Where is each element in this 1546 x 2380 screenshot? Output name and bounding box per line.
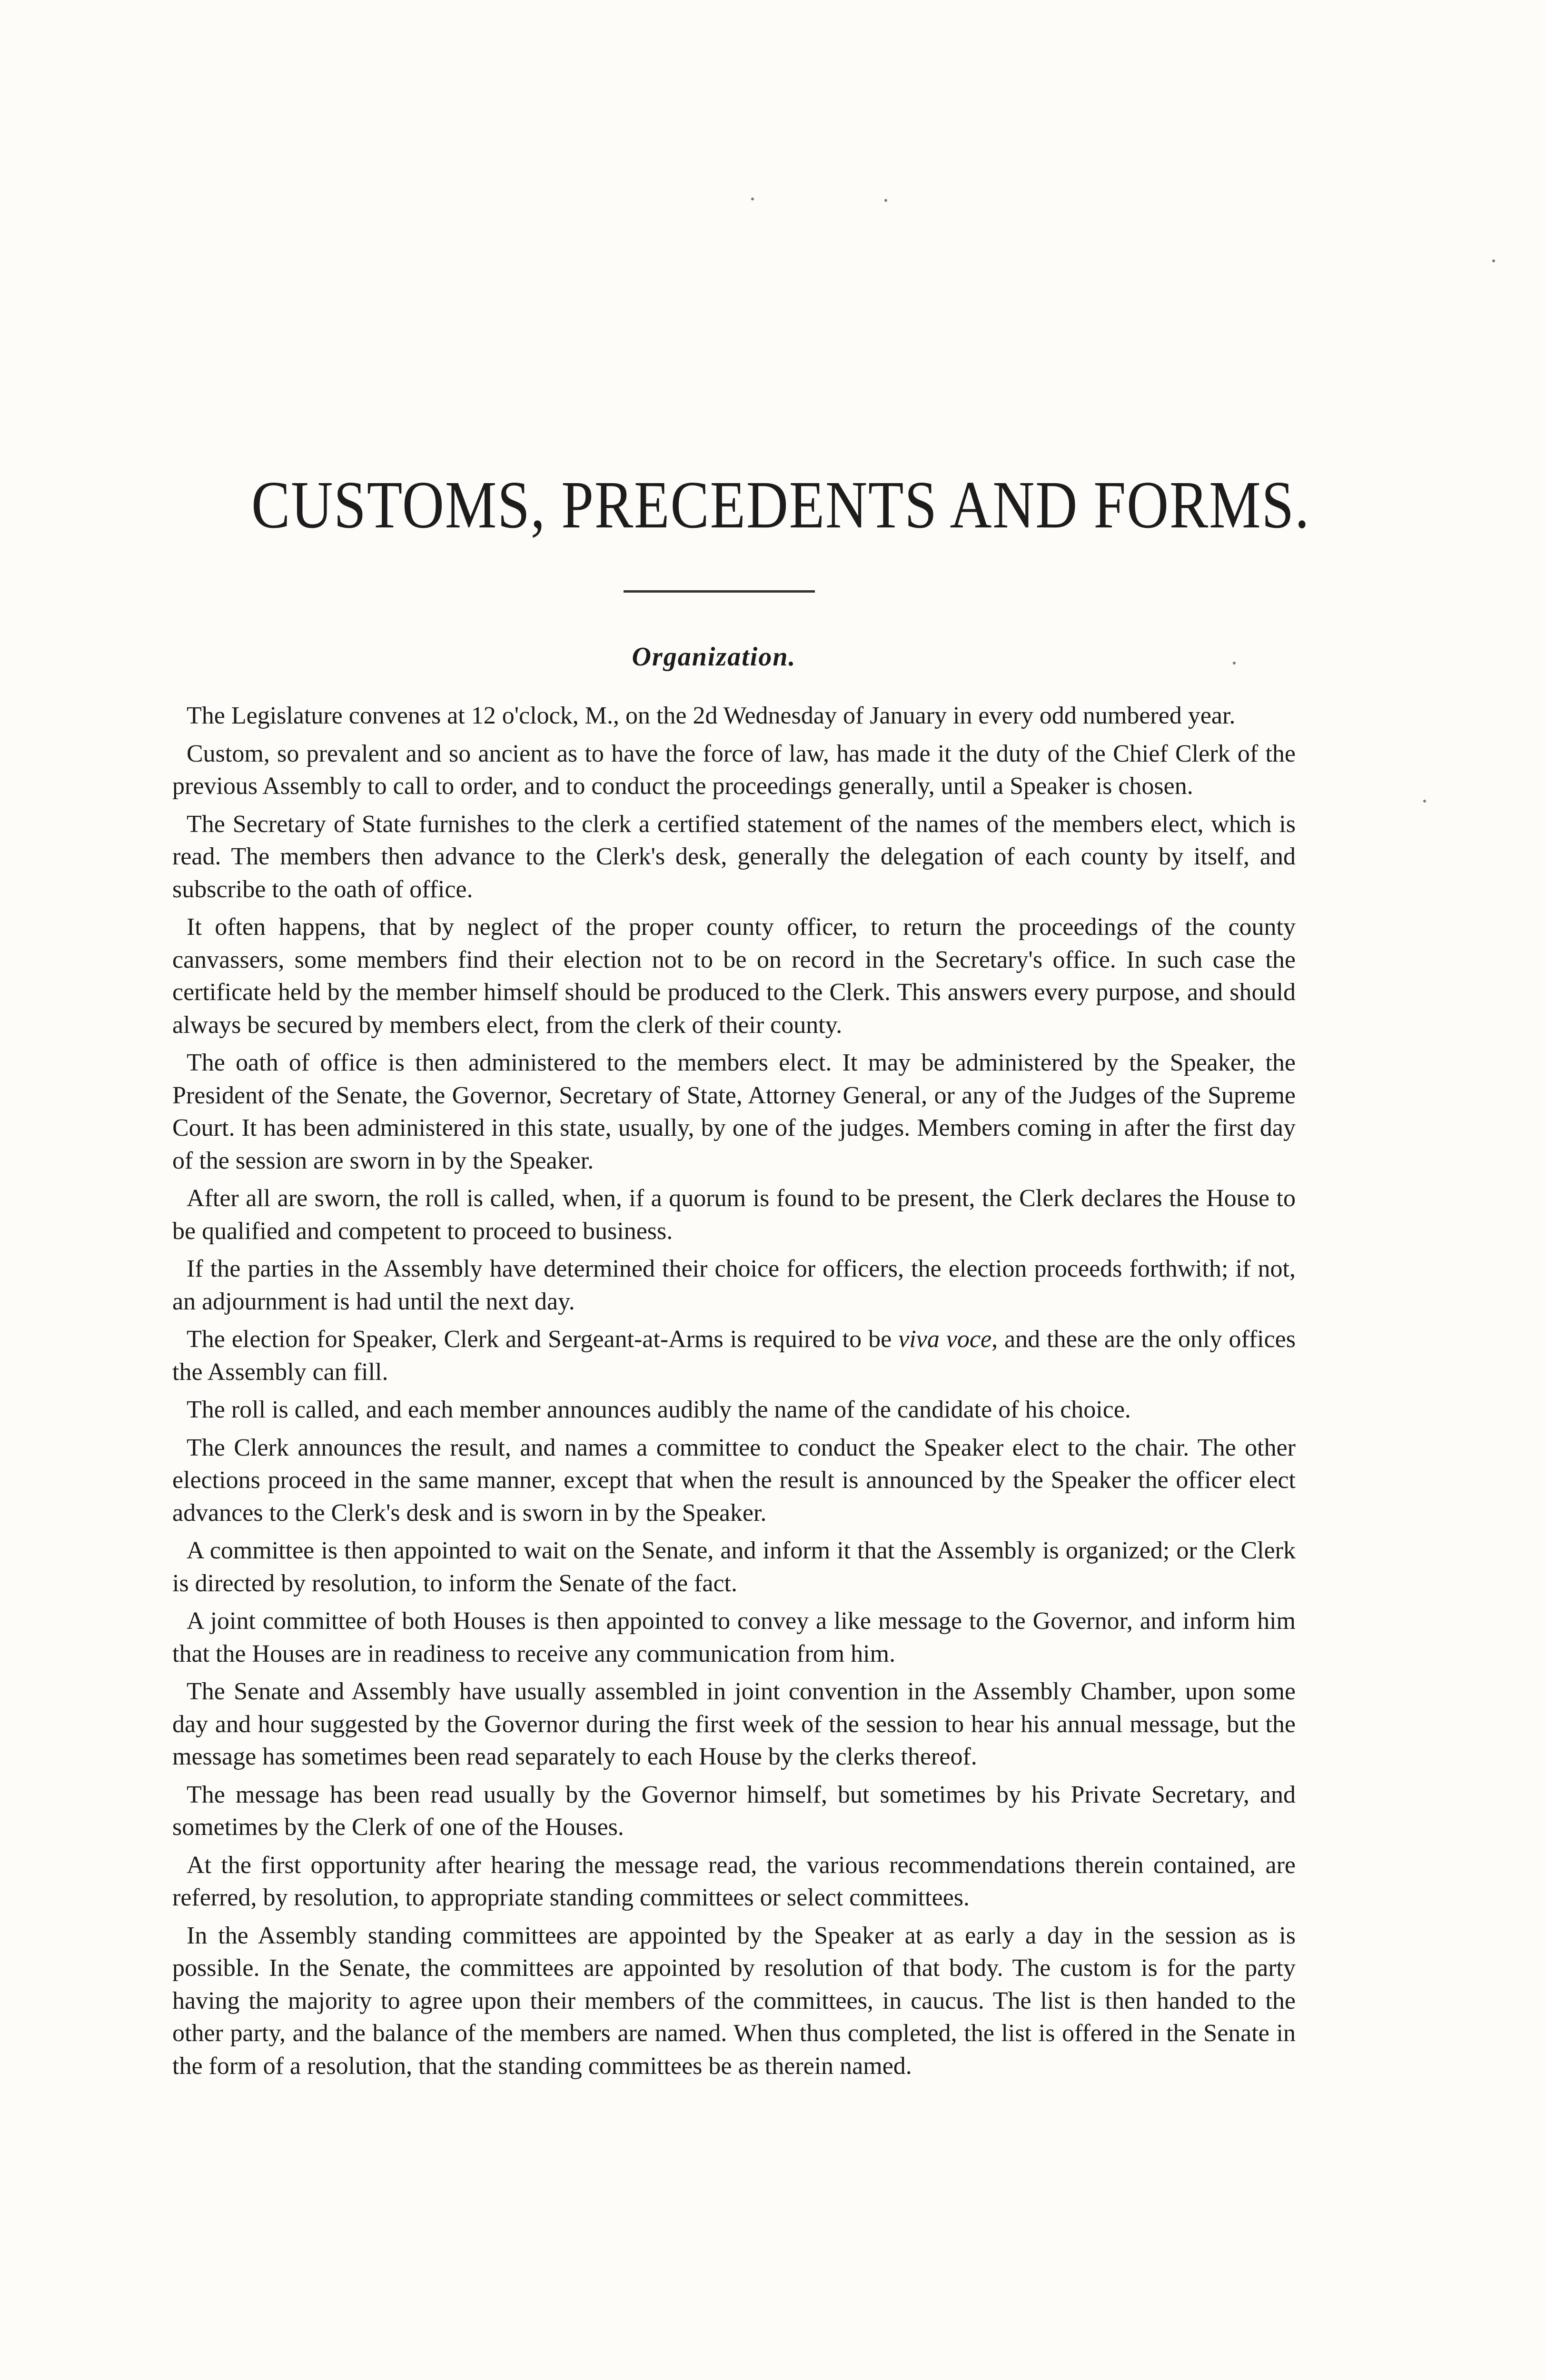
emphasis-text: viva voce — [898, 1326, 992, 1353]
page-title: CUSTOMS, PRECEDENTS AND FORMS. — [251, 467, 1310, 542]
paragraph: The message has been read usually by the Governor himself, but sometimes by his Private Secretary, and sometimes by the Clerk of one of the Houses. — [172, 1781, 1296, 1841]
paragraph: The Legislature convenes at 12 o'clock, M., on the 2d Wednesday of January in every odd numbered year. — [187, 702, 1236, 729]
print-speck — [1233, 662, 1236, 664]
paragraph: The election for Speaker, Clerk and Sergeant-at-Arms is required to be viva voce, and these are the only offices the Assembly can fill. — [172, 1326, 1296, 1386]
paragraph: If the parties in the Assembly have determined their choice for officers, the election proceeds forthwith; if not, an adjournment is had until the next day. — [172, 1255, 1296, 1315]
paragraph: The Clerk announces the result, and names a committee to conduct the Speaker elect to the chair. The other elections proceed in the same manner, except that when the result is announced by the Speaker the officer elect advances to the Clerk's desk and is sworn in by the Speaker. — [172, 1434, 1296, 1527]
paragraph: The roll is called, and each member announces audibly the name of the candidate of his choice. — [187, 1396, 1131, 1423]
print-speck — [751, 198, 754, 200]
paragraph: After all are sworn, the roll is called, when, if a quorum is found to be present, the Clerk declares the House to be qualified and competent to proceed to business. — [172, 1185, 1296, 1245]
title-divider — [624, 590, 815, 593]
print-speck — [884, 199, 887, 202]
print-speck — [1492, 259, 1495, 262]
paragraph: In the Assembly standing committees are appointed by the Speaker at as early a day in the session as is possible. In the Senate, the committees are appointed by resolution of that body. The custom is for the party having the majority to agree upon their members of the committees, in caucus. The list is then handed to the other party, and the balance of the members are named. When thus completed, the list is offered in the Senate in the form of a resolution, that the standing committees be as therein named. — [172, 1922, 1296, 2080]
section-heading: Organization. — [632, 642, 796, 672]
paragraph: A joint committee of both Houses is then appointed to convey a like message to the Governor, and inform him that the Houses are in readiness to receive any communication from him. — [172, 1607, 1296, 1667]
paragraph: The Secretary of State furnishes to the clerk a certified statement of the names of the members elect, which is read. The members then advance to the Clerk's desk, generally the delegation of each county by itself, and subscribe to the oath of office. — [172, 810, 1296, 903]
paragraph: At the first opportunity after hearing the message read, the various recommendations therein contained, are referred, by resolution, to appropriate standing committees or select committees. — [172, 1851, 1296, 1911]
paragraph: Custom, so prevalent and so ancient as to have the force of law, has made it the duty of the Chief Clerk of the previous Assembly to call to order, and to conduct the proceedings generally, until a Speaker is chosen. — [172, 740, 1296, 800]
body-text — [172, 700, 1296, 2088]
paragraph: The Senate and Assembly have usually assembled in joint convention in the Assembly Chamber, upon some day and hour suggested by the Governor during the first week of the session to hear his annual message, but the message has sometimes been read separately to each House by the clerks thereof. — [172, 1678, 1296, 1770]
paragraph: The oath of office is then administered to the members elect. It may be administered by the Speaker, the President of the Senate, the Governor, Secretary of State, Attorney General, or any of the Judges of the Supreme Court. It has been administered in this state, usually, by one of the judges. Members coming in after the first day of the session are sworn in by the Speaker. — [172, 1049, 1296, 1174]
paragraph: It often happens, that by neglect of the proper county officer, to return the proceedings of the county canvassers, some members find their election not to be on record in the Secretary's office. In such case the certificate held by the member himself should be produced to the Clerk. This answers every purpose, and should always be secured by members elect, from the clerk of their county. — [172, 913, 1296, 1039]
paragraph: A committee is then appointed to wait on the Senate, and inform it that the Assembly is organized; or the Clerk is directed by resolution, to inform the Senate of the fact. — [172, 1537, 1296, 1597]
print-speck — [1423, 800, 1426, 803]
